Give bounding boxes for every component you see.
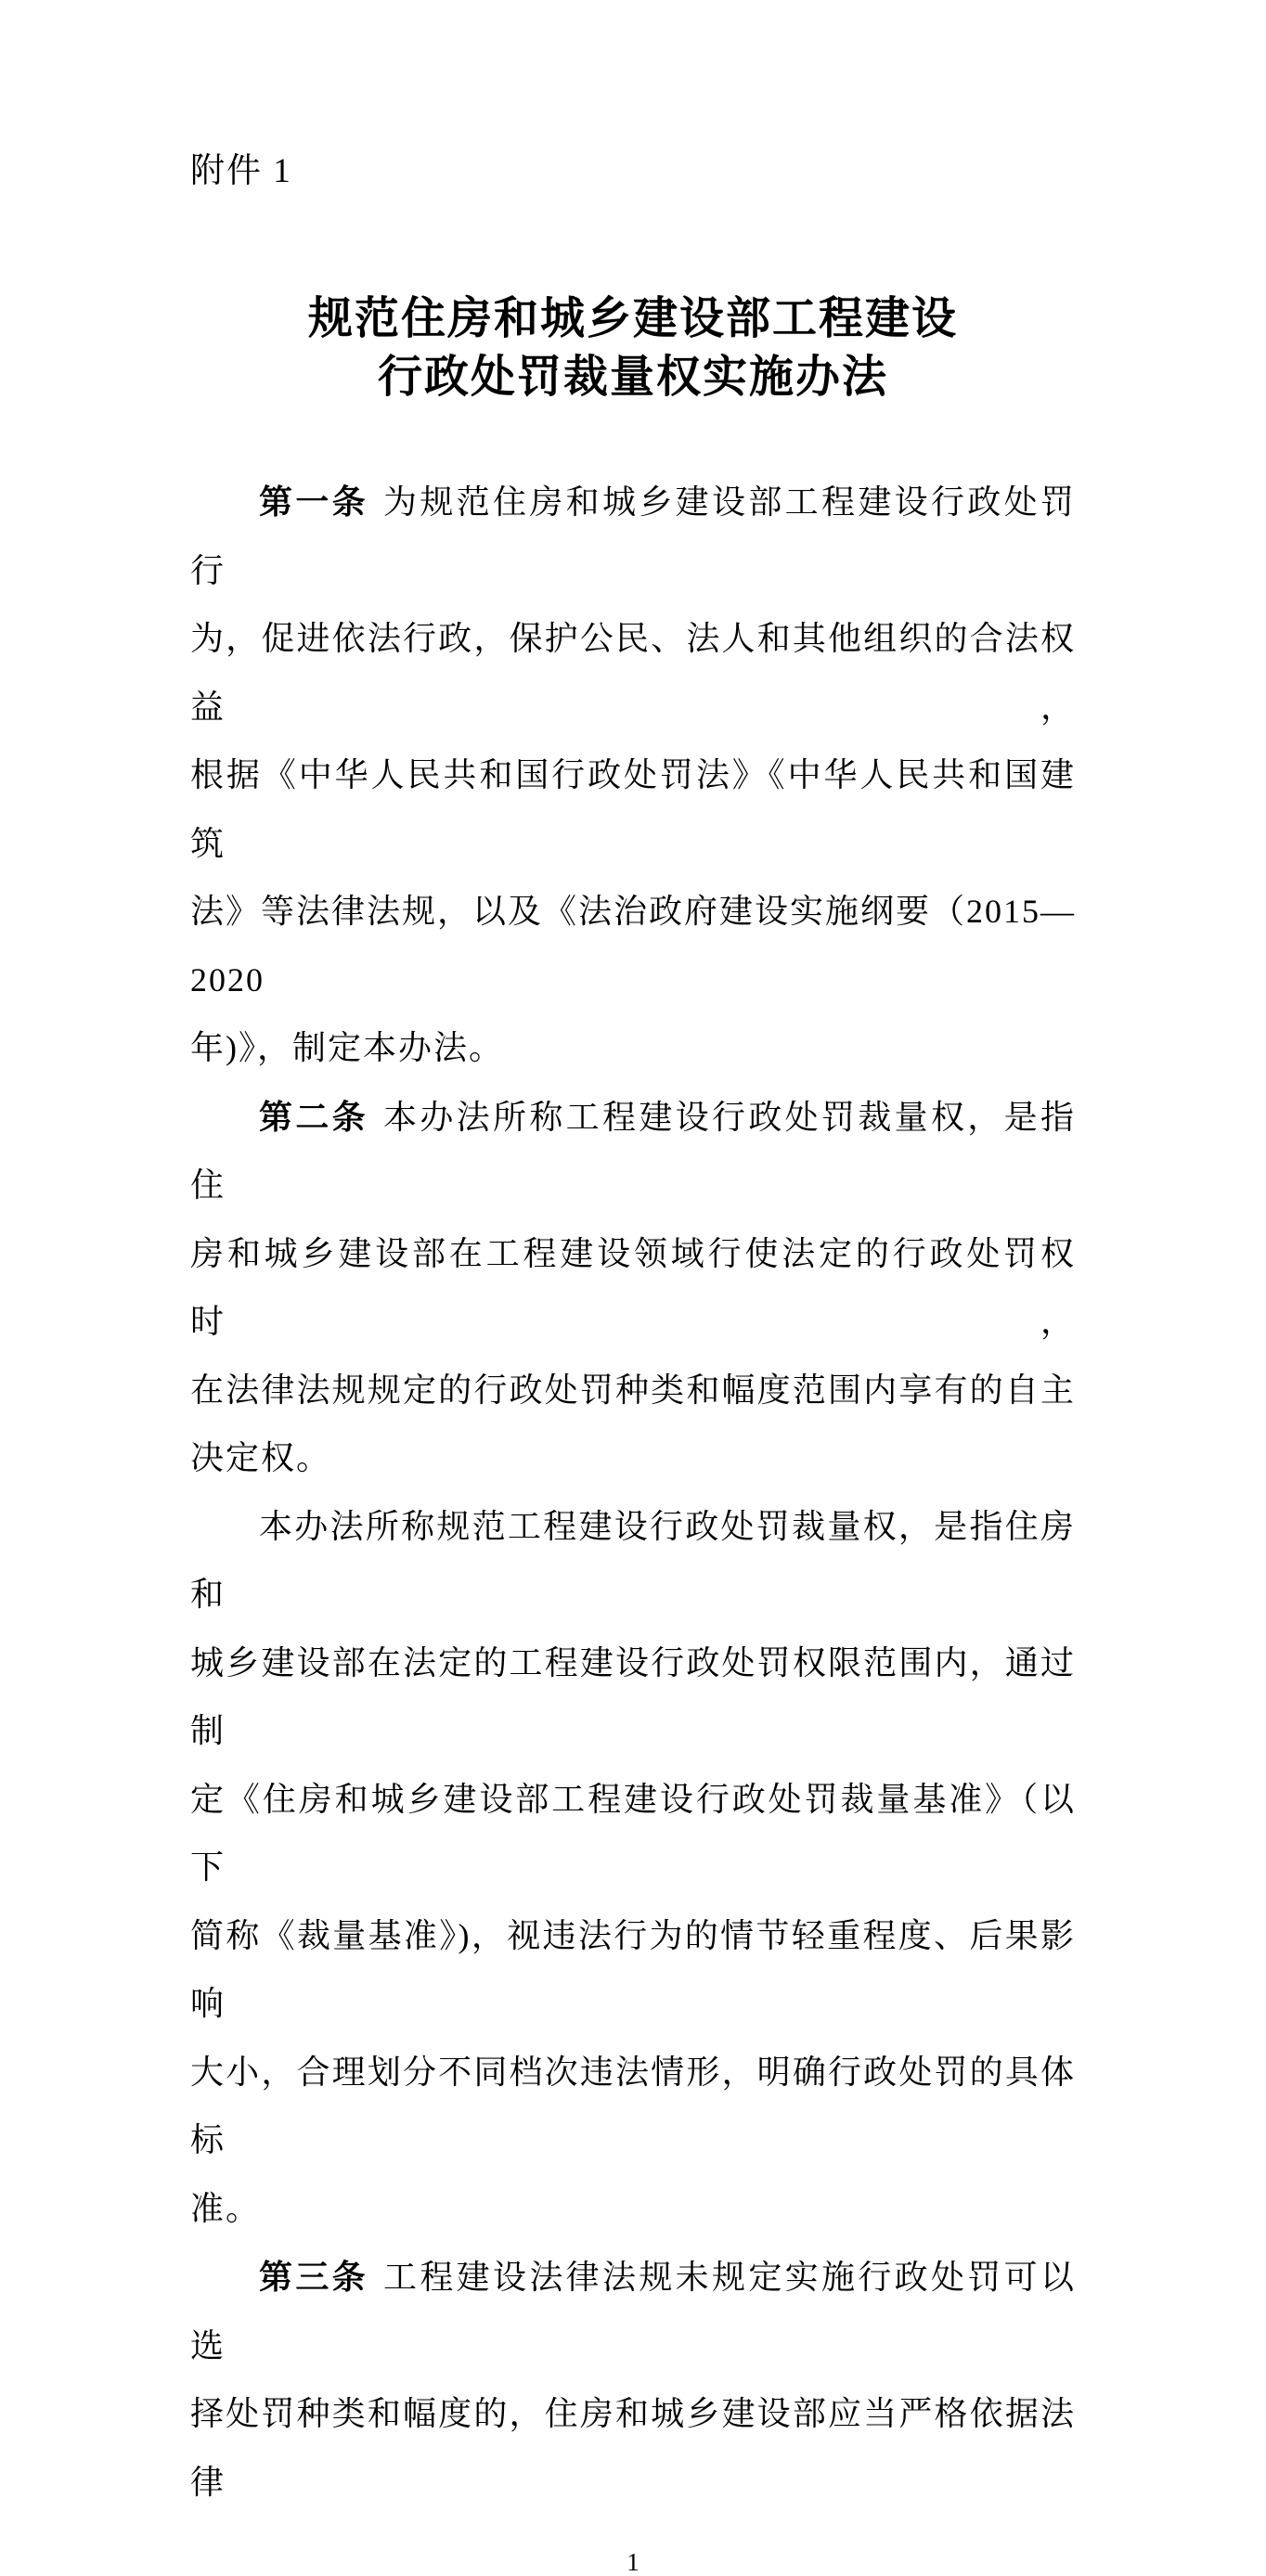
article-number-label: 第二条 [259,1097,368,1136]
paragraph [190,468,1076,1083]
body-line: 准。 [190,2189,262,2227]
article-number-label: 第三条 [259,2258,368,2296]
body-line: 第二条 本办法所称工程建设行政处罚裁量权，是指住 [190,1097,1076,1204]
body-line: 为，促进依法行政，保护公民、法人和其他组织的合法权益， [190,620,1076,726]
body-line: 法》等法律法规，以及《法治政府建设实施纲要（2015—2020 [190,893,1077,998]
body-line: 择处罚种类和幅度的，住房和城乡建设部应当严格依据法律 [190,2395,1076,2501]
title-line-1: 规范住房和城乡建设部工程建设 [307,294,958,343]
body-line: 决定权。 [190,1439,332,1476]
body-line: 年)》，制定本办法。 [190,1029,504,1066]
document-page [0,150,1266,2576]
body-line: 在法律法规规定的行政处罚种类和幅度范围内享有的自主 [190,1371,1076,1409]
body-line: 第三条 工程建设法律法规未规定实施行政处罚可以选 [190,2258,1076,2364]
document-body [190,468,1076,2517]
body-line: 本办法所称规范工程建设行政处罚裁量权，是指住房和 [190,1507,1076,1613]
body-line: 城乡建设部在法定的工程建设行政处罚权限范围内，通过制 [190,1643,1076,1749]
paragraph [190,1493,1076,2244]
title-line-2: 行政处罚裁量权实施办法 [377,353,888,402]
paragraph [190,2243,1076,2517]
body-line: 第一条 为规范住房和城乡建设部工程建设行政处罚行 [190,483,1076,589]
paragraph [190,1083,1076,1493]
attachment-label: 附件 1 [190,152,292,190]
article-number-label: 第一条 [259,483,368,521]
body-line: 房和城乡建设部在工程建设领域行使法定的行政处罚权时， [190,1234,1076,1340]
body-line: 定《住房和城乡建设部工程建设行政处罚裁量基准》（以下 [190,1780,1076,1886]
body-line: 大小，合理划分不同档次违法情形，明确行政处罚的具体标 [190,2053,1076,2158]
body-line: 简称《裁量基准》)，视违法行为的情节轻重程度、后果影响 [190,1916,1076,2022]
body-line: 根据《中华人民共和国行政处罚法》《中华人民共和国建筑 [190,756,1076,862]
document-title [190,290,1076,406]
page-number: 1 [627,2548,639,2576]
